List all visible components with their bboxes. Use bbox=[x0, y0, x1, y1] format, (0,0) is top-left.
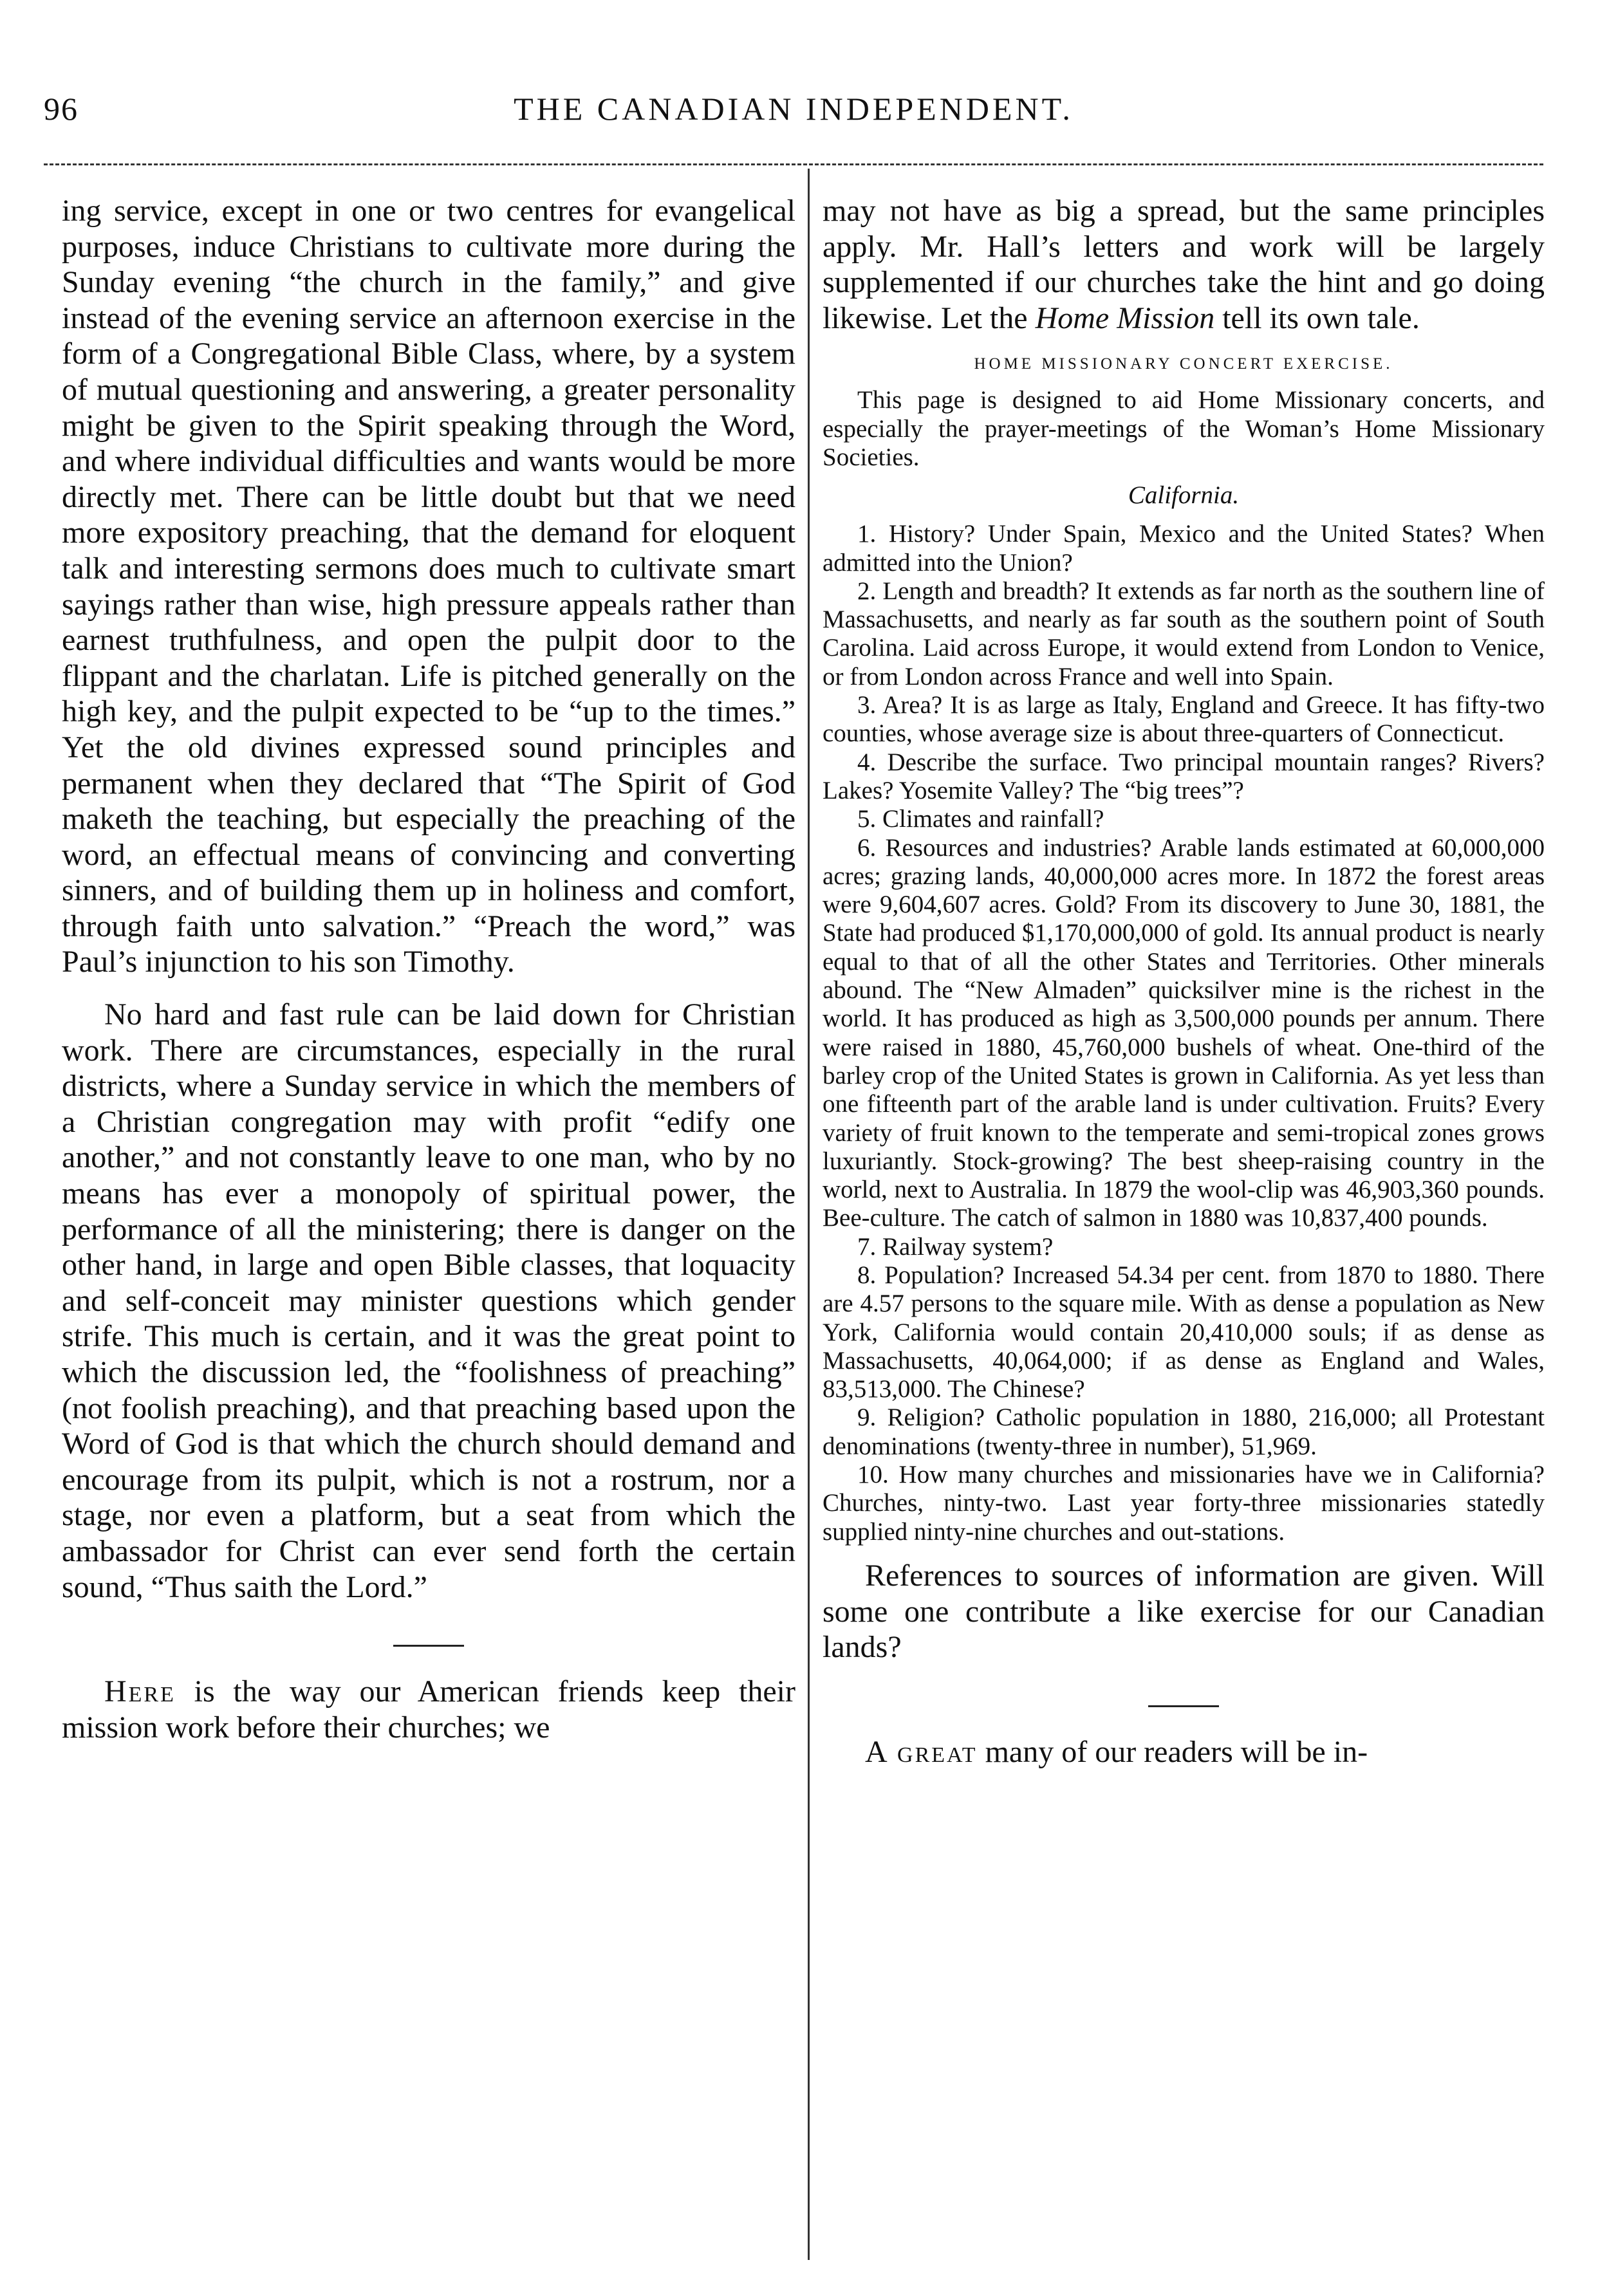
lead-word: A great bbox=[865, 1734, 978, 1769]
question-item: 8. Population? Increased 54.34 per cent. from 1870 to 1880. There are 4.57 persons to the square mile. With as dense a population as New York, California would contain 20,410,000 souls; if as dense as Massachusetts, 40,064,000; if as dense as England and Wales, 83,513,000. The Chinese? bbox=[823, 1261, 1545, 1403]
article-paragraph: ing service, except in one or two centres for evangelical purposes, induce Christians to cultivate more during the Sunday evening “the church in the family,” and give instead of the evening service an afternoon exercise in the form of a Congregational Bible Class, where, by a system of mutual questioning and answering, a greater personality might be given to the Spirit speaking through the Word, and where individual difficulties and wants would be more directly met. There can be little doubt but that we need more expository preaching, that the demand for eloquent talk and interesting sermons does much to cultivate smart sayings rather than wise, high pressure appeals rather than earnest truthfulness, and open the pulpit door to the flippant and the charlatan. Life is pitched generally on the high key, and the pulpit expected to be “up to the times.” Yet the old divines expressed sound principles and permanent when they declared that “The Spirit of God maketh the teaching, but especially the preaching of the word, an effectual means of convincing and converting sinners, and of building them up in holiness and comfort, through faith unto salvation.” “Preach the word,” was Paul’s injunction to his son Timothy. bbox=[62, 194, 795, 979]
question-item: 1. History? Under Spain, Mexico and the United States? When admitted into the Union? bbox=[823, 520, 1545, 577]
publication-name: Home Mission bbox=[1035, 301, 1215, 335]
publication-title: THE CANADIAN INDEPENDENT. bbox=[514, 91, 1074, 127]
lead-word: Here bbox=[104, 1674, 176, 1709]
right-column bbox=[823, 193, 1545, 1770]
question-item: 3. Area? It is as large as Italy, England and Greece. It has fifty-two counties, whose average size is about three-quarters of Connecticut. bbox=[823, 691, 1545, 748]
paragraph-text: many of our readers will be in- bbox=[977, 1734, 1368, 1769]
state-heading: California. bbox=[1128, 481, 1240, 510]
exercise-heading: HOME MISSIONARY CONCERT EXERCISE. bbox=[974, 355, 1393, 373]
question-item: 9. Religion? Catholic population in 1880, 216,000; all Protestant denominations (twenty-three in number), 51,969. bbox=[823, 1403, 1545, 1460]
page-number: 96 bbox=[44, 91, 79, 127]
section-separator bbox=[393, 1645, 464, 1647]
article-paragraph: No hard and fast rule can be laid down for Christian work. There are circumstances, especially in the rural districts, where a Sunday service in which the members of a Christian congregation may with profit “edify one another,” and not constantly leave to one man, who by no means has ever a monopoly of spiritual power, the performance of all the ministering; there is danger on the other hand, in large and open Bible classes, that loquacity and self-conceit may minister questions which gender strife. This much is certain, and it was the great point to which the discussion led, the “foolishness of preaching” (not foolish preaching), and that preaching based upon the Word of God is that which the church should demand and encourage from its pulpit, which is not a rostrum, nor a stage, nor even a platform, but a seat from which the ambassador for Christ can ever send forth the certain sound, “Thus saith the Lord.” bbox=[62, 997, 795, 1604]
question-item: 2. Length and breadth? It extends as far north as the southern line of Massachusetts, and nearly as far south as the southern point of South Carolina. Laid across Europe, it would extend from London to Venice, or from London across France and well into Spain. bbox=[823, 577, 1545, 690]
header-rule bbox=[44, 163, 1543, 165]
page-header bbox=[44, 90, 1543, 148]
question-item: 5. Climates and rainfall? bbox=[857, 805, 1104, 833]
exercise-intro: This page is designed to aid Home Missionary concerts, and especially the prayer-meetings of the Woman’s Home Missionary Societies. bbox=[823, 386, 1545, 471]
question-item: 7. Railway system? bbox=[857, 1232, 1054, 1261]
question-item: 4. Describe the surface. Two principal mountain ranges? Rivers? Lakes? Yosemite Valley? The “big trees”? bbox=[823, 748, 1545, 804]
article-paragraph bbox=[823, 1734, 1545, 1770]
left-column bbox=[62, 193, 795, 1745]
question-item: 6. Resources and industries? Arable lands estimated at 60,000,000 acres; grazing lands, 40,000,000 acres more. In 1872 the forest areas were 9,604,607 acres. Gold? From its discovery to June 30, 1881, the State had produced $1,170,000,000 of gold. Its annual product is nearly equal to that of all the other States and Territories. Other minerals abound. The “New Almaden” quicksilver mine is the richest in the world. It has produced as high as 3,500,000 pounds per annum. There were raised in 1880, 45,760,000 bushels of wheat. One-third of the barley crop of the United States is grown in California. As yet less than one fifteenth part of the arable land is under cultivation. Fruits? Every variety of fruit known to the temperate and semi-tropical zones grows luxuriantly. Stock-growing? The best sheep-raising country in the world, next to Australia. In 1879 the wool-clip was 46,903,360 pounds. Bee-culture. The catch of salmon in 1880 was 10,837,400 pounds. bbox=[823, 833, 1545, 1232]
paragraph-text: is the way our American friends keep their mission work before their churches; we bbox=[62, 1674, 795, 1745]
column-divider bbox=[808, 169, 810, 2260]
paragraph-text: may not have as big a spread, but the same principles apply. Mr. Hall’s letters and work will be largely supplemented if our churches take the hint and go doing likewise. Let the bbox=[823, 194, 1545, 335]
question-item: 10. How many churches and missionaries have we in California? Churches, ninty-two. Last year forty-three missionaries statedly supplied ninty-nine churches and out-stations. bbox=[823, 1461, 1545, 1546]
closing-paragraph: References to sources of information are given. Will some one contribute a like exercise for our Canadian lands? bbox=[823, 1558, 1545, 1665]
article-paragraph bbox=[62, 1674, 795, 1745]
section-separator bbox=[1148, 1705, 1219, 1707]
article-paragraph bbox=[823, 193, 1545, 336]
paragraph-text: tell its own tale. bbox=[1214, 301, 1420, 335]
